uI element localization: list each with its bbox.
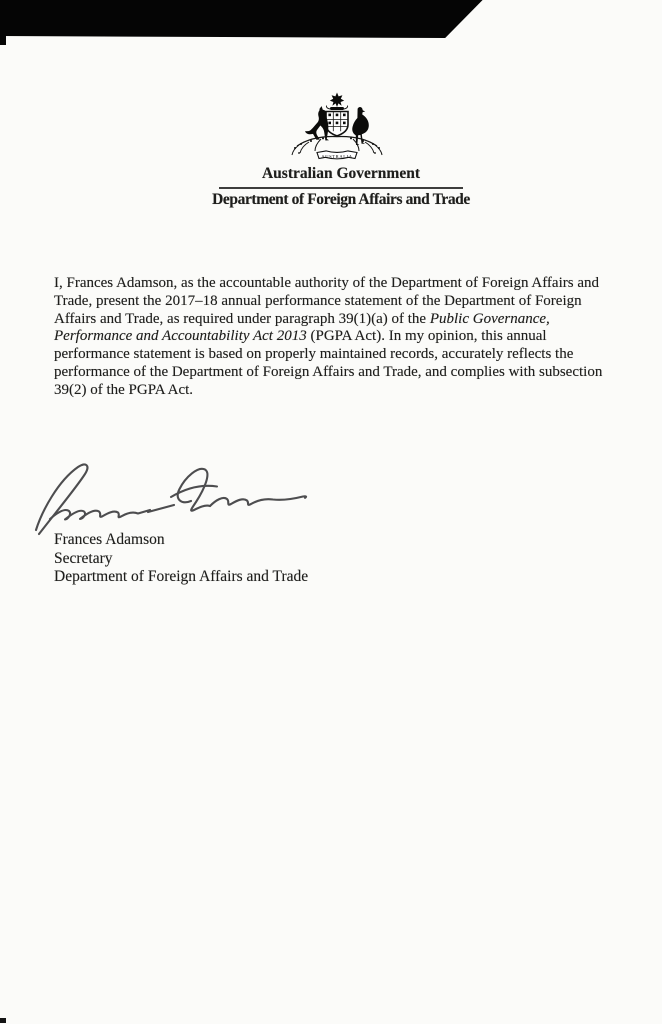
- signoff-block: [54, 531, 308, 587]
- statement-text-tail: (PGPA Act). In my opinion, this annual performance statement is based on properly maintained records, accurately reflects the performance of the Department of Foreign Affairs and Trade, and complies with subsection 39(2) of the PGPA Act.: [54, 328, 603, 398]
- scan-artifact-left-notch: [0, 34, 6, 45]
- signatory-organisation: Department of Foreign Affairs and Trade: [54, 568, 309, 586]
- scan-artifact-top-band: [0, 0, 486, 40]
- scan-artifact-bottom-speck: [0, 1018, 6, 1023]
- performance-statement-paragraph: [54, 275, 622, 400]
- letterhead-government-title: Australian Government: [261, 165, 420, 182]
- statement-text-lead: I, Frances Adamson, as the accountable authority of the Department of Foreign Affairs and Trade, present the 2017–18 annual performance statement of the Department of Foreign Affairs and Trade, as required under paragraph 39(1)(a) of the: [54, 275, 599, 327]
- coat-of-arms-scroll-text: AUSTRALIA: [321, 153, 353, 159]
- signatory-name: Frances Adamson: [54, 531, 165, 548]
- australian-coat-of-arms-icon: [289, 92, 385, 164]
- letterhead-department-title: Department of Foreign Affairs and Trade: [212, 191, 470, 208]
- statement-act-title-italic: Public Governance, Performance and Accountability Act 2013: [54, 310, 550, 345]
- signature-handwriting: [28, 454, 316, 540]
- letterhead-divider-rule: [219, 187, 463, 189]
- signatory-title: Secretary: [54, 549, 113, 567]
